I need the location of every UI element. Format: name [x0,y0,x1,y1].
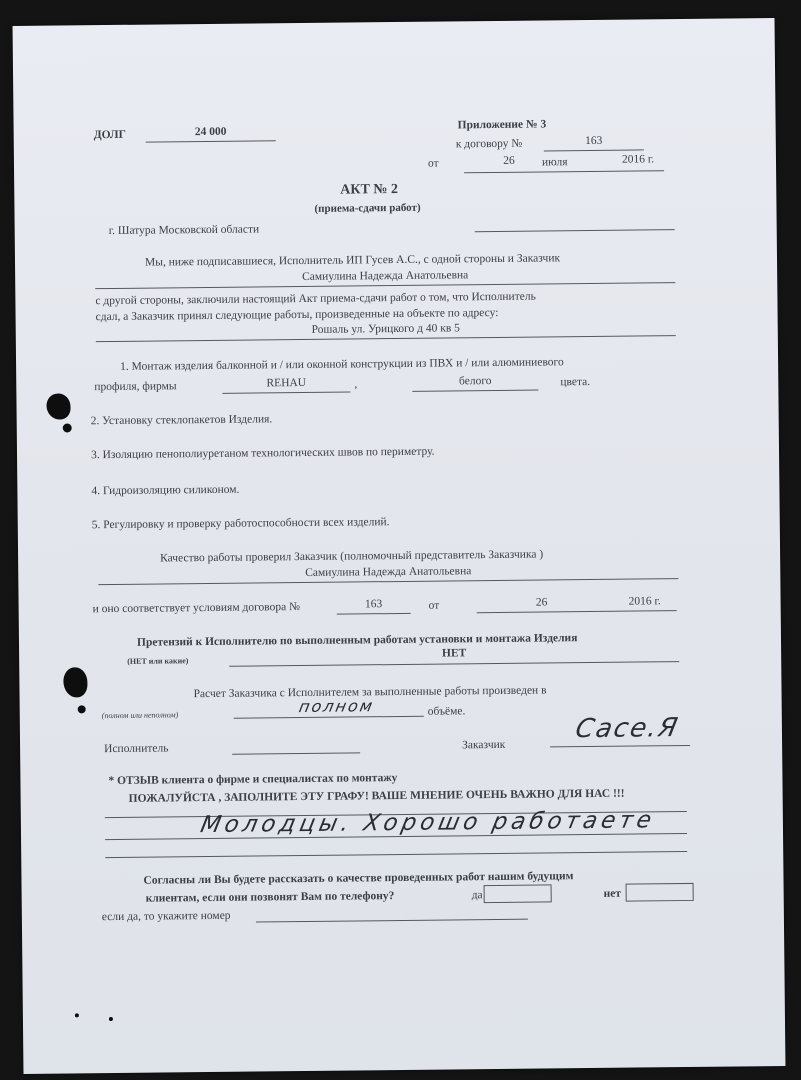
quality-year: 2016 г. [628,595,661,608]
review-title: * ОТЗЫВ клиента о фирме и специалистах по монтажу [108,772,398,788]
brand-value: REHAU [266,376,307,390]
customer-label: Заказчик [462,738,506,752]
consent-phone-label: если да, то укажите номер [101,909,231,924]
quality-contract-prefix: и оно соответствует условиям договора № [92,601,301,616]
payment-value: полном [297,696,376,717]
color-value: белого [458,375,492,388]
claims-value: НЕТ [441,647,467,660]
quality-customer: Самиулина Надежда Анатольевна [305,565,472,579]
work-item-2: 2. Установку стеклопакетов Изделия. [90,413,273,428]
color-line [412,390,538,392]
brand-line [222,392,350,394]
act-document [13,18,786,1074]
review-handwritten: Молодцы. Хорошо работаете [198,807,658,839]
quality-day: 26 [535,596,548,609]
work-item-5: 5. Регулировку и проверку работоспособности всех изделий. [91,516,390,532]
customer-signature: Сасе.Я [572,713,682,745]
intro-line-2: с другой стороны, заключили настоящий Акт приема-сдачи работ о том, что Исполнитель [95,290,536,308]
consent-yes-box[interactable] [484,884,552,903]
customer-signature-line [550,745,690,747]
punch-hole-lower-dot [78,705,86,713]
contract-label: к договору № [455,137,523,151]
header-year: 2016 г. [621,153,655,166]
contract-number: 163 [585,134,603,148]
claims-line [229,661,679,667]
payment-hint: (полном или неполном) [101,710,179,721]
consent-no-box[interactable] [626,883,694,902]
date-underline [464,170,664,173]
quality-contract-number: 163 [364,598,383,611]
address: Рошаль ул. Урицкого д 40 кв 5 [311,322,460,336]
work-item-1: 1. Монтаж изделия балконной и / или оконной конструкции из ПВХ и / или алюминиевого [120,356,564,373]
claims-title: Претензий к Исполнителю по выполненным работам установки и монтажа Изделия [136,632,578,649]
consent-phone-line [256,919,528,923]
consent-line-2: клиентам, если они позвонят Вам по телефону? [145,890,395,905]
city: г. Шатура Московской области [108,223,260,238]
review-request: ПОЖАЛУЙСТА , ЗАПОЛНИТЕ ЭТУ ГРАФУ! ВАШЕ МНЕНИЕ ОЧЕНЬ ВАЖНО ДЛЯ НАС !!! [128,787,625,805]
work-item-4: 4. Гидроизоляцию силиконом. [91,483,240,498]
debt-value: 24 000 [194,125,227,139]
city-date-line [475,229,675,232]
color-suffix: цвета. [560,375,591,389]
act-title: АКТ № 2 [340,181,399,198]
consent-line-1: Согласны ли Вы будете рассказать о качестве проведенных работ нашим будущим [143,870,574,887]
punch-hole-upper [46,393,70,419]
debt-label: ДОЛГ [93,128,126,142]
quality-from-label: от [428,599,440,612]
appendix-title: Приложение № 3 [457,118,547,132]
review-line-3 [105,851,687,858]
consent-yes-label: да [471,889,483,902]
consent-no-label: нет [603,887,622,900]
paper-speck-2 [109,1017,113,1021]
intro-line-3: сдал, а Заказчик принял следующие работы, произведенные на объекте по адресу: [95,306,499,324]
payment-suffix: объёме. [427,705,466,718]
paper-speck-1 [75,1013,79,1017]
intro-line-1: Мы, ниже подписавшиеся, Исполнитель ИП Гусев А.С., с одной стороны и Заказчик [144,252,561,269]
act-subtitle: (приема-сдачи работ) [314,201,421,215]
executor-signature-line [232,752,360,754]
quality-line-1: Качество работы проверил Заказчик (полномочный представитель Заказчика ) [160,548,544,565]
punch-hole-upper-dot [63,423,72,432]
contract-underline [544,149,644,151]
header-day: 26 [503,154,515,167]
punch-hole-lower [63,667,87,697]
claims-hint: (НЕТ или какие) [127,656,189,666]
payment-line-1: Расчет Заказчика с Исполнителем за выполненные работы произведен в [193,684,547,701]
debt-underline [146,140,276,142]
from-label: от [427,157,439,170]
work-item-3: 3. Изоляцию пенополиуретаном технологических швов по периметру. [90,445,435,462]
work-item-1-prefix: профиля, фирмы [94,380,177,394]
brand-comma: , [354,378,358,391]
header-month: июля [541,156,568,169]
quality-date-line [477,610,677,613]
intro-customer: Самиулина Надежда Анатольевна [302,269,469,283]
quality-number-line [337,613,411,615]
executor-label: Исполнитель [104,742,169,756]
